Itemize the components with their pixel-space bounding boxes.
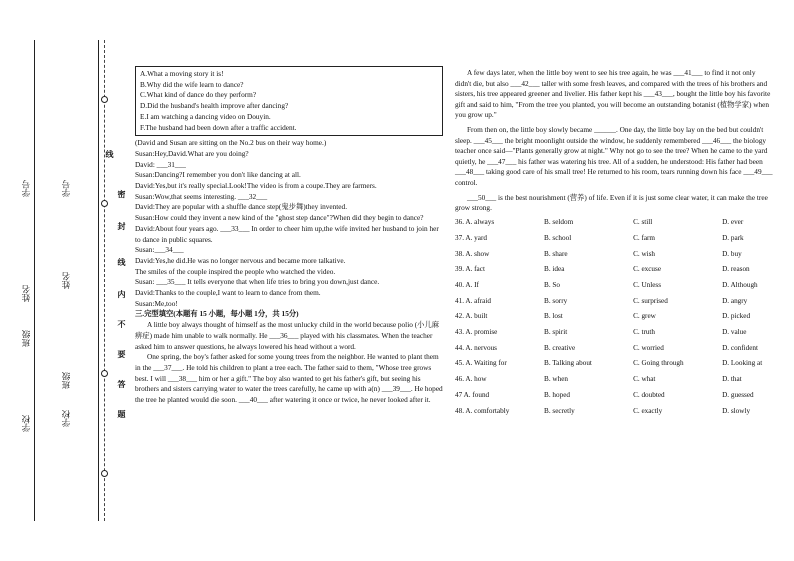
answer-row <box>455 325 773 341</box>
dialogue-line: David:Yes,but it's really special.Look!The video is from a coupe.They are farmers. <box>135 181 377 191</box>
dialogue-line: Susan: ___35___ It tells everyone that when life tries to bring you down,just dance. <box>135 277 380 287</box>
class-label: 班级 <box>61 372 71 389</box>
name-label: 姓名 <box>21 285 31 302</box>
answer-choice: B. share <box>544 249 568 258</box>
answer-row <box>455 230 773 246</box>
cloze-paragraph: ___50___ is the best nourishment (营养) of life. Even if it is just some clear water, it can make the tree grow strong. <box>455 192 768 213</box>
cloze-paragraph: One spring, the boy's father asked for some young trees from the neighbor. He wanted to plant them in the ___37___. He told his children to plant a tree each. The father said to them, "Whose tree grows best. I will ___38___ him or her a gift." The boy also wanted to get his father's gift, but seeing his brothers and sisters carrying water to water the trees carefully, he came up with a(n) ___39___. He hoped the tree he planted would die soon. ___40___ after watering it once or twice, he never looked after it. <box>135 352 443 405</box>
answer-choice: 46. A. how <box>455 375 487 384</box>
answer-choice: C. still <box>633 218 653 227</box>
school-label: 学校 <box>21 415 31 432</box>
option-item: E.I am watching a dancing video on Douyin. <box>140 111 271 121</box>
answer-choice: 39. A. fact <box>455 265 485 274</box>
option-item: F.The husband had been down after a traffic accident. <box>140 122 297 132</box>
answer-row <box>455 403 773 419</box>
class-label: 班级 <box>21 330 31 347</box>
answer-choice: D. that <box>722 375 742 384</box>
answer-choice: B. So <box>544 281 561 290</box>
answer-choice: D. slowly <box>722 406 751 415</box>
answer-choice: C. excuse <box>633 265 662 274</box>
dialogue-line: David:They are popular with a shuffle dance step(鬼步舞)they invented. <box>135 202 348 212</box>
cloze-paragraph: A little boy always thought of himself as the most unlucky child in the world because polio (小儿麻痹症) made him unable to walk normally. He ___36___ played with his classmates. When the teacher asked him to answer questions, he always lowered his head without a word. <box>135 320 440 351</box>
dialogue-line: David:Thanks to the couple,I want to learn to dance from them. <box>135 288 321 298</box>
answer-row <box>455 246 773 262</box>
dialogue-line: David:Yes,he did.He was no longer nervous and became more talkative. <box>135 255 346 265</box>
answer-choice: C. Unless <box>633 281 662 290</box>
section-heading: 三.完型填空(本题有 15 小题，每小题 1分，共 15分) <box>135 309 299 319</box>
answer-choice: 44. A. nervous <box>455 343 497 352</box>
answer-choice: 42. A. built <box>455 312 488 321</box>
seal-word: 要 <box>117 350 126 358</box>
answer-choice: B. creative <box>544 343 576 352</box>
answer-choice: B. seldom <box>544 218 574 227</box>
name-label: 姓名 <box>61 272 71 289</box>
dialogue-line: Susan:___34___ <box>135 245 184 255</box>
answer-choice: 41. A. afraid <box>455 296 491 305</box>
answer-choice: D. ever <box>722 218 744 227</box>
answer-choice: 47 A. found <box>455 390 490 399</box>
answer-choice: B. secretly <box>544 406 575 415</box>
answer-choice: C. worried <box>633 343 664 352</box>
cut-line <box>104 40 105 521</box>
binding-hole <box>101 470 108 477</box>
answer-choice: B. when <box>544 375 568 384</box>
answer-choice: B. spirit <box>544 328 568 337</box>
answer-choice: 40. A. If <box>455 281 479 290</box>
seal-word: 密 <box>117 190 126 198</box>
answer-choice: B. hoped <box>544 390 570 399</box>
dialogue-line: Susan:Wow,that seems interesting. ___32___ <box>135 191 268 201</box>
dialogue-line: Susan:How could they invent a new kind of the "ghost step dance"?When did they begin to dance? <box>135 213 424 223</box>
answer-choice: B. school <box>544 233 572 242</box>
answer-row <box>455 387 773 403</box>
answer-choice: B. idea <box>544 265 565 274</box>
answer-choice: C. grew <box>633 312 656 321</box>
answer-choice: D. confident <box>722 343 759 352</box>
answer-choice: B. Talking about <box>544 359 592 368</box>
seal-word: 不 <box>117 320 126 328</box>
student-id-label: 学号 <box>21 180 31 197</box>
answer-choice: D. guessed <box>722 390 754 399</box>
binding-line <box>98 40 99 521</box>
seal-word: 封 <box>117 222 126 230</box>
answer-choice: D. Although <box>722 281 758 290</box>
answer-choice: D. park <box>722 233 744 242</box>
dialogue-line: David: ___31___ <box>135 159 186 169</box>
answer-row <box>455 340 773 356</box>
dialogue-line: (David and Susan are sitting on the No.2 bus on their way home.) <box>135 138 327 148</box>
answer-choice: D. angry <box>722 296 748 305</box>
dialogue-options-box <box>135 66 443 136</box>
answer-choice: D. reason <box>722 265 750 274</box>
cloze-paragraph: A few days later, when the little boy went to see his tree again, he was ___41___ to find it not only didn't die, but also ___42___ taller with some fresh leaves, and compared with the trees of his brothers and sisters, his tree appeared greener and livelier. His father kept his ___43___, bought the little boy his favorite gift and said to him, "From the tree you planted, you will become an outstanding botanist (植物学家) when you grow up." <box>455 68 771 120</box>
binding-hole <box>101 200 108 207</box>
answer-row <box>455 309 773 325</box>
answer-choice: C. Going through <box>633 359 684 368</box>
answer-choice: C. exactly <box>633 406 663 415</box>
dialogue-line: David:About four years ago. ___33___ In order to cheer him up,the wife invited her husband to join her to dance in public squares. <box>135 223 439 244</box>
answer-row <box>455 277 773 293</box>
answer-choice: D. buy <box>722 249 742 258</box>
answer-row <box>455 262 773 278</box>
answer-row <box>455 215 773 231</box>
answer-row <box>455 372 773 388</box>
answer-choice: 38. A. show <box>455 249 490 258</box>
seal-word: 线 <box>105 150 114 158</box>
option-item: D.Did the husband's health improve after dancing? <box>140 101 289 111</box>
answer-choice: C. surprised <box>633 296 668 305</box>
answer-choice: B. lost <box>544 312 563 321</box>
answer-choice: D. picked <box>722 312 751 321</box>
answer-choice: B. sorry <box>544 296 568 305</box>
answer-row <box>455 293 773 309</box>
answer-choice: 36. A. always <box>455 218 495 227</box>
answer-choice: C. wish <box>633 249 656 258</box>
cloze-paragraph: From then on, the little boy slowly became ______. One day, the little boy lay on the bed but couldn't sleep. ___45___ the bright moonlight outside the window, he suddenly remembered ___46___ the biology teacher once said—"Plants generally grow at night." Why not go to see the tree? When he came to the yard quietly, he ___47___ his father was watering his tree. All of a sudden, he understood: His father had been ___48___ taking good care of his small tree! He returned to his room, tears running down his face ___49___ control. <box>455 124 773 187</box>
dialogue-line: Susan:Me,too! <box>135 298 178 308</box>
answer-choice: C. truth <box>633 328 656 337</box>
dialogue-line: The smiles of the couple inspired the people who watched the video. <box>135 266 336 276</box>
binding-line <box>34 40 35 521</box>
dialogue-line: Susan:Hey,David.What are you doing? <box>135 148 249 158</box>
answer-choice: C. what <box>633 375 656 384</box>
binding-hole <box>101 370 108 377</box>
seal-word: 线 <box>117 258 126 266</box>
answer-choice: C. farm <box>633 233 656 242</box>
option-item: C.What kind of dance do they perform? <box>140 90 257 100</box>
option-item: B.Why did the wife learn to dance? <box>140 79 244 89</box>
answer-choice: D. Looking at <box>722 359 763 368</box>
binding-hole <box>101 96 108 103</box>
answer-choice: D. value <box>722 328 747 337</box>
right-column <box>455 68 773 419</box>
answer-row <box>455 356 773 372</box>
answer-choice: 48. A. comfortably <box>455 406 510 415</box>
answer-choice: 45. A. Waiting for <box>455 359 507 368</box>
binding-sidebar <box>0 0 125 561</box>
student-id-label: 学号 <box>61 180 71 197</box>
answer-choice: 37. A. yard <box>455 233 487 242</box>
answer-choice: 43. A. promise <box>455 328 498 337</box>
option-item: A.What a moving story it is! <box>140 69 224 78</box>
left-column <box>135 66 443 406</box>
answer-choice: C. doubted <box>633 390 665 399</box>
seal-word: 答 <box>117 380 126 388</box>
school-label: 学校 <box>61 410 71 427</box>
seal-word: 内 <box>117 290 126 298</box>
answer-options-table <box>455 215 773 419</box>
dialogue-line: Susan:Dancing?I remember you don't like dancing at all. <box>135 170 301 180</box>
seal-word: 题 <box>117 410 126 418</box>
